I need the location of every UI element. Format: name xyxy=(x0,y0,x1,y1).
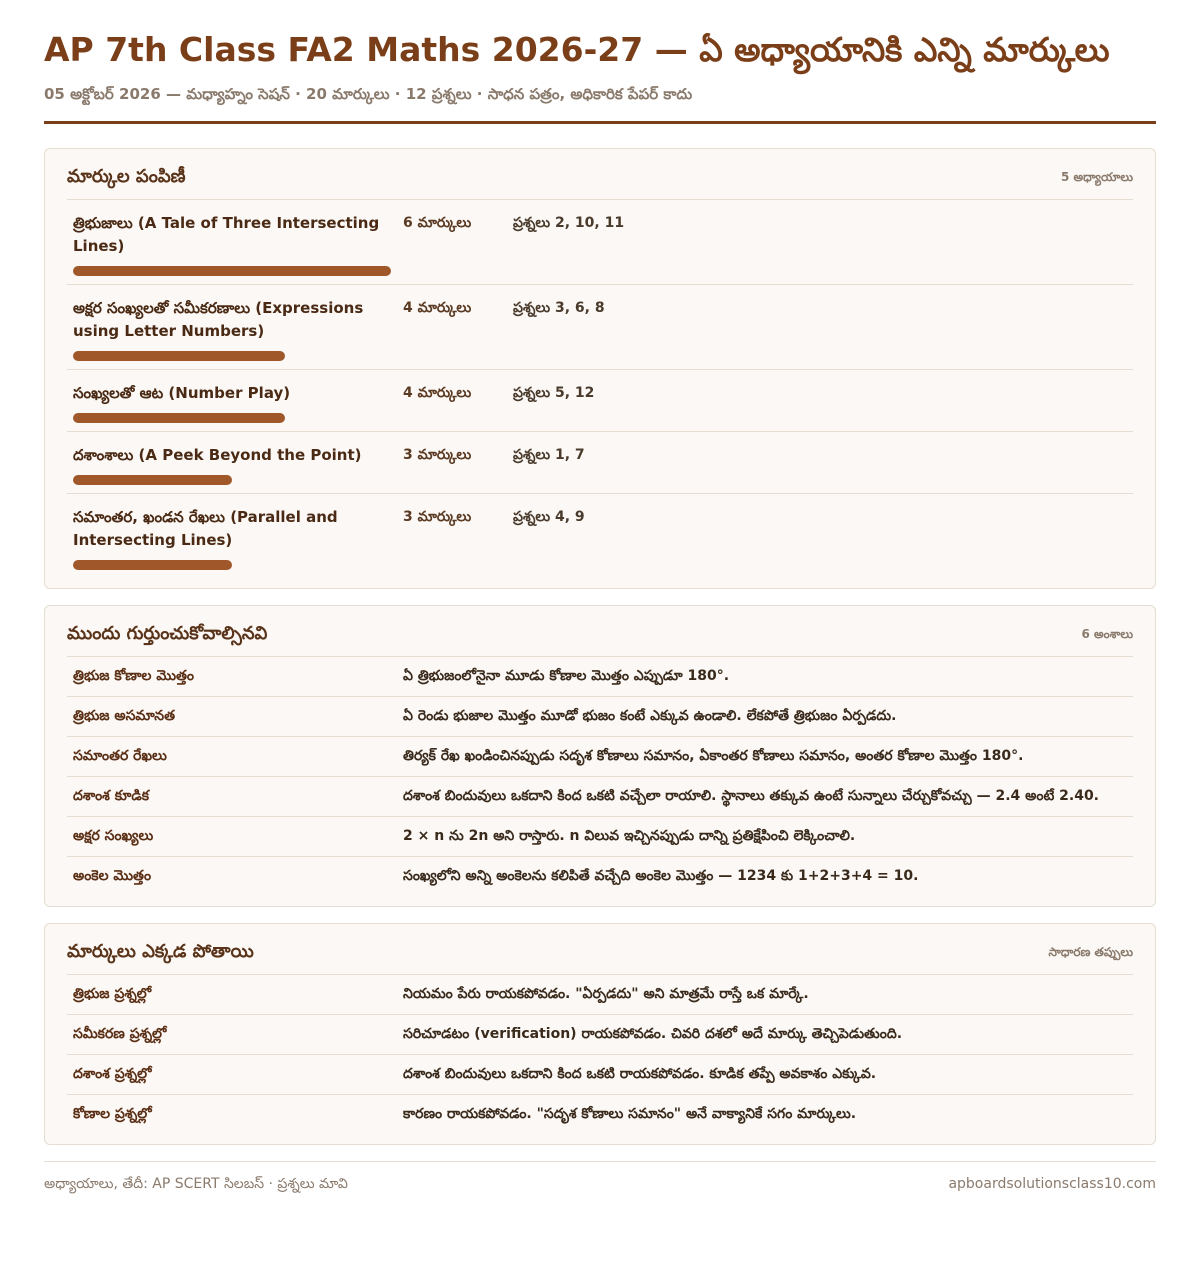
mistakes-key: త్రిభుజ ప్రశ్నల్లో xyxy=(73,986,152,1002)
distribution-row xyxy=(67,432,1133,494)
chapter-marks: 3 మార్కులు xyxy=(403,447,472,463)
marks-bar xyxy=(73,266,391,276)
remember-row xyxy=(67,817,1133,857)
remember-value: ఏ త్రిభుజంలోనైనా మూడు కోణాల మొత్తం ఎప్పుడూ 180°. xyxy=(403,668,730,684)
distribution-list xyxy=(67,200,1133,578)
remember-row xyxy=(67,697,1133,737)
chapter-questions: ప్రశ్నలు 3, 6, 8 xyxy=(513,300,605,316)
distribution-chapter-cell xyxy=(73,212,403,276)
chapter-marks: 3 మార్కులు xyxy=(403,509,472,525)
mistakes-key: సమీకరణ ప్రశ్నల్లో xyxy=(73,1026,167,1042)
mistakes-value: సరిచూడటం (verification) రాయకపోవడం. చివరి దశలో అదే మార్కు తెచ్చిపెడుతుంది. xyxy=(403,1026,903,1042)
distribution-chapter-cell xyxy=(73,297,403,361)
chapter-name: సంఖ్యలతో ఆట (Number Play) xyxy=(73,384,291,402)
remember-value: ఏ రెండు భుజాల మొత్తం మూడో భుజం కంటే ఎక్కువ ఉండాలి. లేకపోతే త్రిభుజం ఏర్పడదు. xyxy=(403,708,897,724)
mistakes-row xyxy=(67,1095,1133,1134)
mistakes-value: నియమం పేరు రాయకపోవడం. "ఏర్పడదు" అని మాత్రమే రాస్తే ఒక మార్కే. xyxy=(403,986,809,1002)
marks-bar xyxy=(73,475,232,485)
remember-key: దశాంశ కూడిక xyxy=(73,788,150,804)
marks-bar-track xyxy=(73,413,391,423)
header-divider xyxy=(44,121,1156,124)
chapter-marks: 6 మార్కులు xyxy=(403,215,472,231)
marks-bar xyxy=(73,413,285,423)
chapter-marks: 4 మార్కులు xyxy=(403,300,472,316)
remember-value: సంఖ్యలోని అన్ని అంకెలను కలిపితే వచ్చేది అంకెల మొత్తం — 1234 కు 1+2+3+4 = 10. xyxy=(403,868,919,884)
mistakes-list xyxy=(67,975,1133,1134)
remember-row xyxy=(67,737,1133,777)
marks-bar xyxy=(73,560,232,570)
distribution-chapter-cell xyxy=(73,444,403,485)
mistakes-row xyxy=(67,1015,1133,1055)
distribution-chapter-cell xyxy=(73,506,403,570)
chapter-questions: ప్రశ్నలు 5, 12 xyxy=(513,385,595,401)
distribution-row xyxy=(67,370,1133,432)
remember-row xyxy=(67,857,1133,896)
chapter-questions: ప్రశ్నలు 2, 10, 11 xyxy=(513,215,625,231)
mistakes-value: దశాంశ బిందువులు ఒకదాని కింద ఒకటి రాయకపోవడం. కూడిక తప్పే అవకాశం ఎక్కువ. xyxy=(403,1066,877,1082)
remember-list xyxy=(67,657,1133,896)
mistakes-key: దశాంశ ప్రశ్నల్లో xyxy=(73,1066,152,1082)
marks-bar-track xyxy=(73,560,391,570)
remember-key: అంకెల మొత్తం xyxy=(73,868,152,884)
page-title: AP 7th Class FA2 Maths 2026-27 — ఏ అధ్యాయానికి ఎన్ని మార్కులు xyxy=(44,30,1110,69)
marks-distribution-card xyxy=(44,148,1156,589)
remember-value: 2 × n ను 2n అని రాస్తారు. n విలువ ఇచ్చినప్పుడు దాన్ని ప్రతిక్షేపించి లెక్కించాలి. xyxy=(403,828,856,844)
remember-value: తిర్యక్ రేఖ ఖండించినప్పుడు సదృశ కోణాలు సమానం, ఏకాంతర కోణాలు సమానం, అంతర కోణాల మొత్తం 180°. xyxy=(403,748,1024,764)
card-title: మార్కులు ఎక్కడ పోతాయి xyxy=(67,940,254,962)
card-header xyxy=(67,932,1133,975)
page-subtitle: 05 అక్టోబర్ 2026 — మధ్యాహ్నం సెషన్ · 20 మార్కులు · 12 ప్రశ్నలు · సాధన పత్రం, అధికారిక పేపర్ కాదు xyxy=(44,85,693,103)
chapter-name: అక్షర సంఖ్యలతో సమీకరణాలు (Expressions using Letter Numbers) xyxy=(73,299,364,340)
distribution-row xyxy=(67,200,1133,285)
remember-card xyxy=(44,605,1156,907)
card-title: మార్కుల పంపిణీ xyxy=(67,165,186,187)
footer-site-link[interactable]: apboardsolutionsclass10.com xyxy=(948,1176,1156,1192)
card-tag: సాధారణ తప్పులు xyxy=(1048,944,1133,959)
marks-bar-track xyxy=(73,351,391,361)
remember-value: దశాంశ బిందువులు ఒకదాని కింద ఒకటి వచ్చేలా రాయాలి. స్థానాలు తక్కువ ఉంటే సున్నాలు చేర్చుకోవచ్చు — 2.4 అంటే 2.40. xyxy=(403,788,1100,804)
card-header xyxy=(67,157,1133,200)
remember-key: అక్షర సంఖ్యలు xyxy=(73,828,154,844)
marks-bar-track xyxy=(73,475,391,485)
remember-key: సమాంతర రేఖలు xyxy=(73,748,167,764)
remember-row xyxy=(67,657,1133,697)
distribution-row xyxy=(67,494,1133,578)
footer xyxy=(44,1161,1156,1195)
marks-bar xyxy=(73,351,285,361)
card-tag: 5 అధ్యాయాలు xyxy=(1060,169,1133,184)
marks-bar-track xyxy=(73,266,391,276)
chapter-name: త్రిభుజాలు (A Tale of Three Intersecting Lines) xyxy=(73,214,380,255)
distribution-chapter-cell xyxy=(73,382,403,423)
remember-key: త్రిభుజ అసమానత xyxy=(73,708,176,724)
distribution-row xyxy=(67,285,1133,370)
card-tag: 6 అంశాలు xyxy=(1081,626,1133,641)
chapter-questions: ప్రశ్నలు 1, 7 xyxy=(513,447,585,463)
chapter-questions: ప్రశ్నలు 4, 9 xyxy=(513,509,585,525)
mistakes-value: కారణం రాయకపోవడం. "సదృశ కోణాలు సమానం" అనే వాక్యానికే సగం మార్కులు. xyxy=(403,1106,857,1122)
mistakes-row xyxy=(67,1055,1133,1095)
remember-key: త్రిభుజ కోణాల మొత్తం xyxy=(73,668,194,684)
card-title: ముందు గుర్తుంచుకోవాల్సినవి xyxy=(67,622,268,644)
chapter-name: దశాంశాలు (A Peek Beyond the Point) xyxy=(73,446,362,464)
page xyxy=(44,0,1156,1195)
remember-row xyxy=(67,777,1133,817)
mistakes-key: కోణాల ప్రశ్నల్లో xyxy=(73,1106,152,1122)
chapter-name: సమాంతర, ఖండన రేఖలు (Parallel and Intersecting Lines) xyxy=(73,508,338,549)
chapter-marks: 4 మార్కులు xyxy=(403,385,472,401)
mistakes-card xyxy=(44,923,1156,1145)
mistakes-row xyxy=(67,975,1133,1015)
card-header xyxy=(67,614,1133,657)
footer-source: అధ్యాయాలు, తేదీ: AP SCERT సిలబస్ · ప్రశ్నలు మావి xyxy=(44,1176,348,1192)
